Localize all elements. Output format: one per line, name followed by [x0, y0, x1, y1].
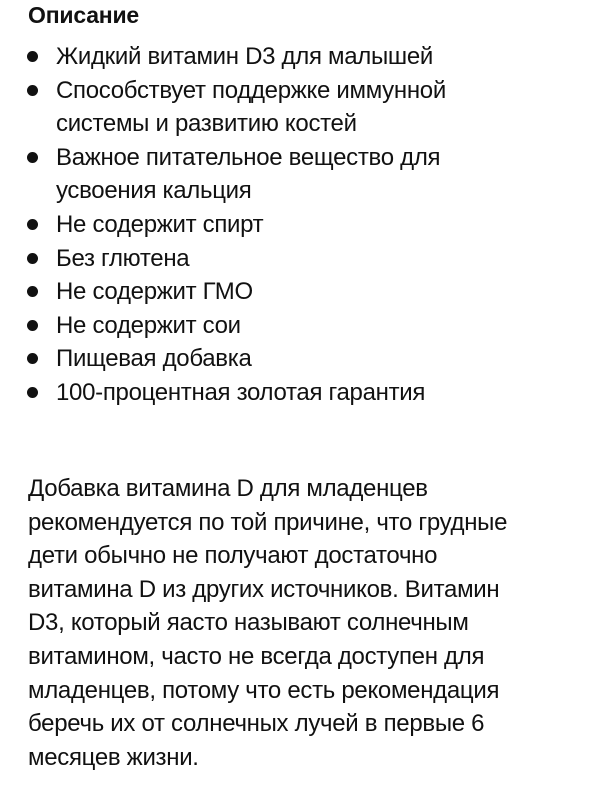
bullet-icon [27, 387, 38, 398]
paragraph-line: рекомендуется по той причине, что грудные [28, 508, 508, 536]
paragraph-line: витамина D из других источников. Витамин [28, 575, 500, 603]
paragraph-line: витамином, часто не всегда доступен для [28, 642, 485, 670]
feature-item [0, 342, 600, 376]
feature-text-line: Пищевая добавка [56, 345, 252, 373]
paragraph-line: младенцев, потому что есть рекомендация [28, 676, 500, 704]
feature-item [0, 74, 600, 141]
paragraph-line: Добавка витамина D для младенцев [28, 475, 428, 502]
feature-text-line: системы и развитию костей [56, 110, 357, 138]
description-paragraph [28, 472, 588, 774]
paragraph-line: месяцев жизни. [28, 743, 199, 771]
feature-item [0, 275, 600, 309]
feature-item [0, 208, 600, 242]
bullet-icon [27, 85, 38, 96]
feature-text-line: усвоения кальция [56, 177, 252, 205]
bullet-icon [27, 353, 38, 364]
section-heading: Описание [28, 2, 140, 28]
bullet-icon [27, 51, 38, 62]
feature-text-line: Не содержит спирт [56, 210, 264, 238]
feature-text-line: Не содержит сои [56, 311, 241, 339]
feature-text-line: Не содержит ГМО [56, 278, 253, 306]
feature-item [0, 40, 600, 74]
bullet-icon [27, 253, 38, 264]
feature-text-line: Жидкий витамин D3 для малышей [56, 43, 434, 70]
paragraph-line: D3, который яасто называют солнечным [28, 609, 469, 637]
paragraph-line: беречь их от солнечных лучей в первые 6 [28, 710, 485, 738]
bullet-icon [27, 152, 38, 163]
feature-text-line: Важное питательное вещество для [56, 143, 441, 171]
feature-item [0, 309, 600, 343]
feature-text-line: Без глютена [56, 244, 190, 272]
bullet-icon [27, 320, 38, 331]
feature-text-line: 100-процентная золотая гарантия [56, 378, 426, 406]
feature-item [0, 376, 600, 410]
feature-item [0, 242, 600, 276]
bullet-icon [27, 286, 38, 297]
feature-text-line: Способствует поддержке иммунной [56, 76, 446, 104]
feature-list [0, 40, 600, 410]
feature-item [0, 141, 600, 208]
paragraph-line: дети обычно не получают достаточно [28, 542, 438, 570]
bullet-icon [27, 219, 38, 230]
